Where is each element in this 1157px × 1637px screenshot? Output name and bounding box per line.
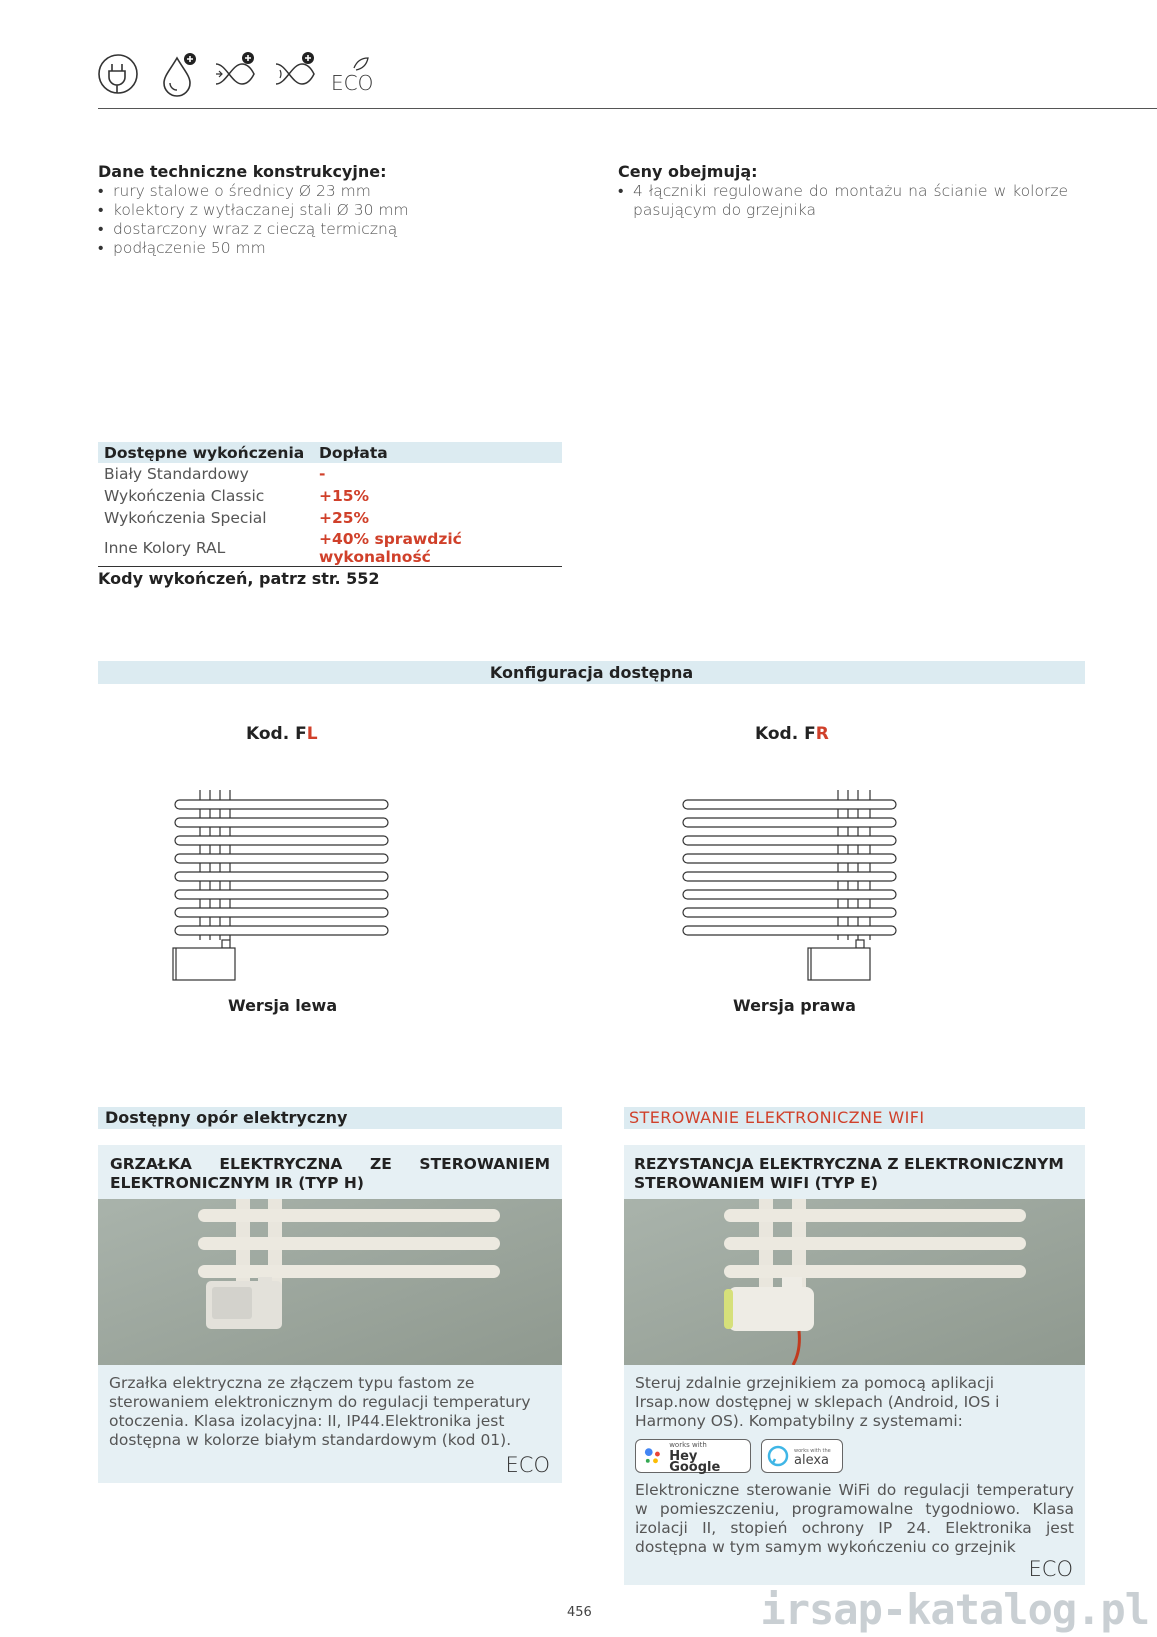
finish-surcharge: +15% <box>319 487 370 505</box>
wifi-card-body <box>624 1365 1085 1585</box>
watermark: irsap-katalog.pl <box>760 1585 1149 1634</box>
configuration-title: Konfiguracja dostępna <box>489 663 694 682</box>
alexa-badge-label: alexa <box>794 1453 830 1468</box>
radiator-left-diagram <box>170 788 400 982</box>
heat-flow-plus-icon <box>272 52 320 100</box>
finish-name: Wykończenia Classic <box>104 487 265 505</box>
google-badge-label: Hey Google <box>669 1448 721 1475</box>
resistance-card-body <box>98 1365 562 1483</box>
resistance-bar <box>98 1107 562 1129</box>
compatibility-badges <box>635 1439 1074 1473</box>
alexa-badge-small: works with the <box>794 1448 831 1454</box>
prices-list <box>618 182 1068 220</box>
wifi-text-1: Steruj zdalnie grzejnikiem za pomocą aplikacji Irsap.now dostępnej w sklepach (Android, IOS i Harmony OS). Kompatybilny z systemami: <box>635 1374 1000 1430</box>
list-item: • podłączenie 50 mm <box>98 239 518 258</box>
eco-icon-label: ECO <box>331 71 374 95</box>
resistance-photo <box>98 1199 562 1365</box>
finish-surcharge: +40% sprawdzić wykonalność <box>319 529 462 566</box>
wifi-card-header <box>624 1145 1085 1199</box>
eco-icon <box>1029 1557 1073 1581</box>
google-assistant-icon <box>642 1445 663 1467</box>
wifi-card-title: REZYSTANCJA ELEKTRYCZNA Z ELEKTRONICZNYM STEROWANIEM WIFI (TYP E) <box>634 1155 1064 1192</box>
wifi-text-2: Elektroniczne sterowanie WiFi do regulacji temperatury w pomieszczeniu, programowalne tygodniowo. Klasa izolacji II, stopień ochrony IP 24. Elektronika jest dostępna w tym samym wykończeniu co grzejnik <box>635 1481 1074 1556</box>
table-header <box>98 442 562 463</box>
eco-icon <box>506 1453 550 1477</box>
list-item: • rury stalowe o średnicy Ø 23 mm <box>98 182 518 201</box>
finish-name: Inne Kolory RAL <box>104 538 226 557</box>
resistance-card-title: GRZAŁKA ELEKTRYCZNA ZE STEROWANIEM ELEKTRONICZNYM IR (TYP H) <box>110 1155 550 1192</box>
eco-icon <box>328 52 388 100</box>
google-badge-small: works with <box>669 1440 707 1449</box>
electric-flow-plus-icon <box>212 52 260 100</box>
finishes-footnote: Kody wykończeń, patrz str. 552 <box>98 569 380 588</box>
technical-data <box>98 162 518 258</box>
list-item: • dostarczony wraz z cieczą termiczną <box>98 220 518 239</box>
prices-include <box>618 162 1068 220</box>
list-item: • kolektory z wytłaczanej stali Ø 30 mm <box>98 201 518 220</box>
list-item: • 4 łączniki regulowane do montażu na ścianie w kolorze pasującym do grzejnika <box>618 182 1068 220</box>
wifi-bar <box>624 1107 1085 1129</box>
plug-icon <box>98 52 146 100</box>
header-rule <box>98 108 1157 109</box>
finish-name: Biały Standardowy <box>104 465 249 483</box>
eco-label: ECO <box>505 1453 550 1477</box>
eco-label: ECO <box>1028 1557 1073 1581</box>
caption-right: Wersja prawa <box>733 996 856 1015</box>
finishes-table <box>98 442 562 588</box>
header-col-surcharge: Dopłata <box>319 443 388 462</box>
technical-title: Dane techniczne konstrukcyjne: <box>98 162 387 181</box>
hey-google-badge <box>635 1439 751 1473</box>
alexa-badge <box>761 1439 843 1473</box>
code-right-suffix: R <box>815 724 829 744</box>
header-col-finish: Dostępne wykończenia <box>104 443 305 462</box>
table-row <box>98 529 562 567</box>
technical-list <box>98 182 518 258</box>
code-left <box>246 724 318 744</box>
resistance-text: Grzałka elektryczna ze złączem typu fastom ze sterowaniem elektronicznym do regulacji temperatury otoczenia. Klasa izolacyjna: II, IP44.Elektronika jest dostępna w kolorze białym standardowym (kod 01). <box>109 1374 531 1449</box>
radiator-right-diagram <box>678 788 908 982</box>
table-row <box>98 507 562 529</box>
code-right <box>755 724 829 744</box>
alexa-icon <box>767 1445 789 1467</box>
table-row <box>98 485 562 507</box>
wifi-bar-title: STEROWANIE ELEKTRONICZNE WIFI <box>629 1108 925 1127</box>
finish-name: Wykończenia Special <box>104 509 267 527</box>
resistance-bar-title: Dostępny opór elektryczny <box>105 1108 348 1127</box>
wifi-photo <box>624 1199 1085 1365</box>
caption-left: Wersja lewa <box>228 996 338 1015</box>
feature-icons <box>98 52 398 102</box>
code-right-prefix: Kod. F <box>755 724 816 744</box>
code-left-suffix: L <box>306 724 318 744</box>
finish-surcharge: +25% <box>319 509 370 527</box>
resistance-card-header <box>98 1145 562 1199</box>
water-drop-plus-icon <box>160 52 208 100</box>
configuration-bar <box>98 661 1085 684</box>
prices-title: Ceny obejmują: <box>618 162 758 181</box>
finish-surcharge: - <box>319 465 326 483</box>
code-left-prefix: Kod. F <box>246 724 307 744</box>
table-row <box>98 463 562 485</box>
page-number: 456 <box>567 1605 592 1620</box>
